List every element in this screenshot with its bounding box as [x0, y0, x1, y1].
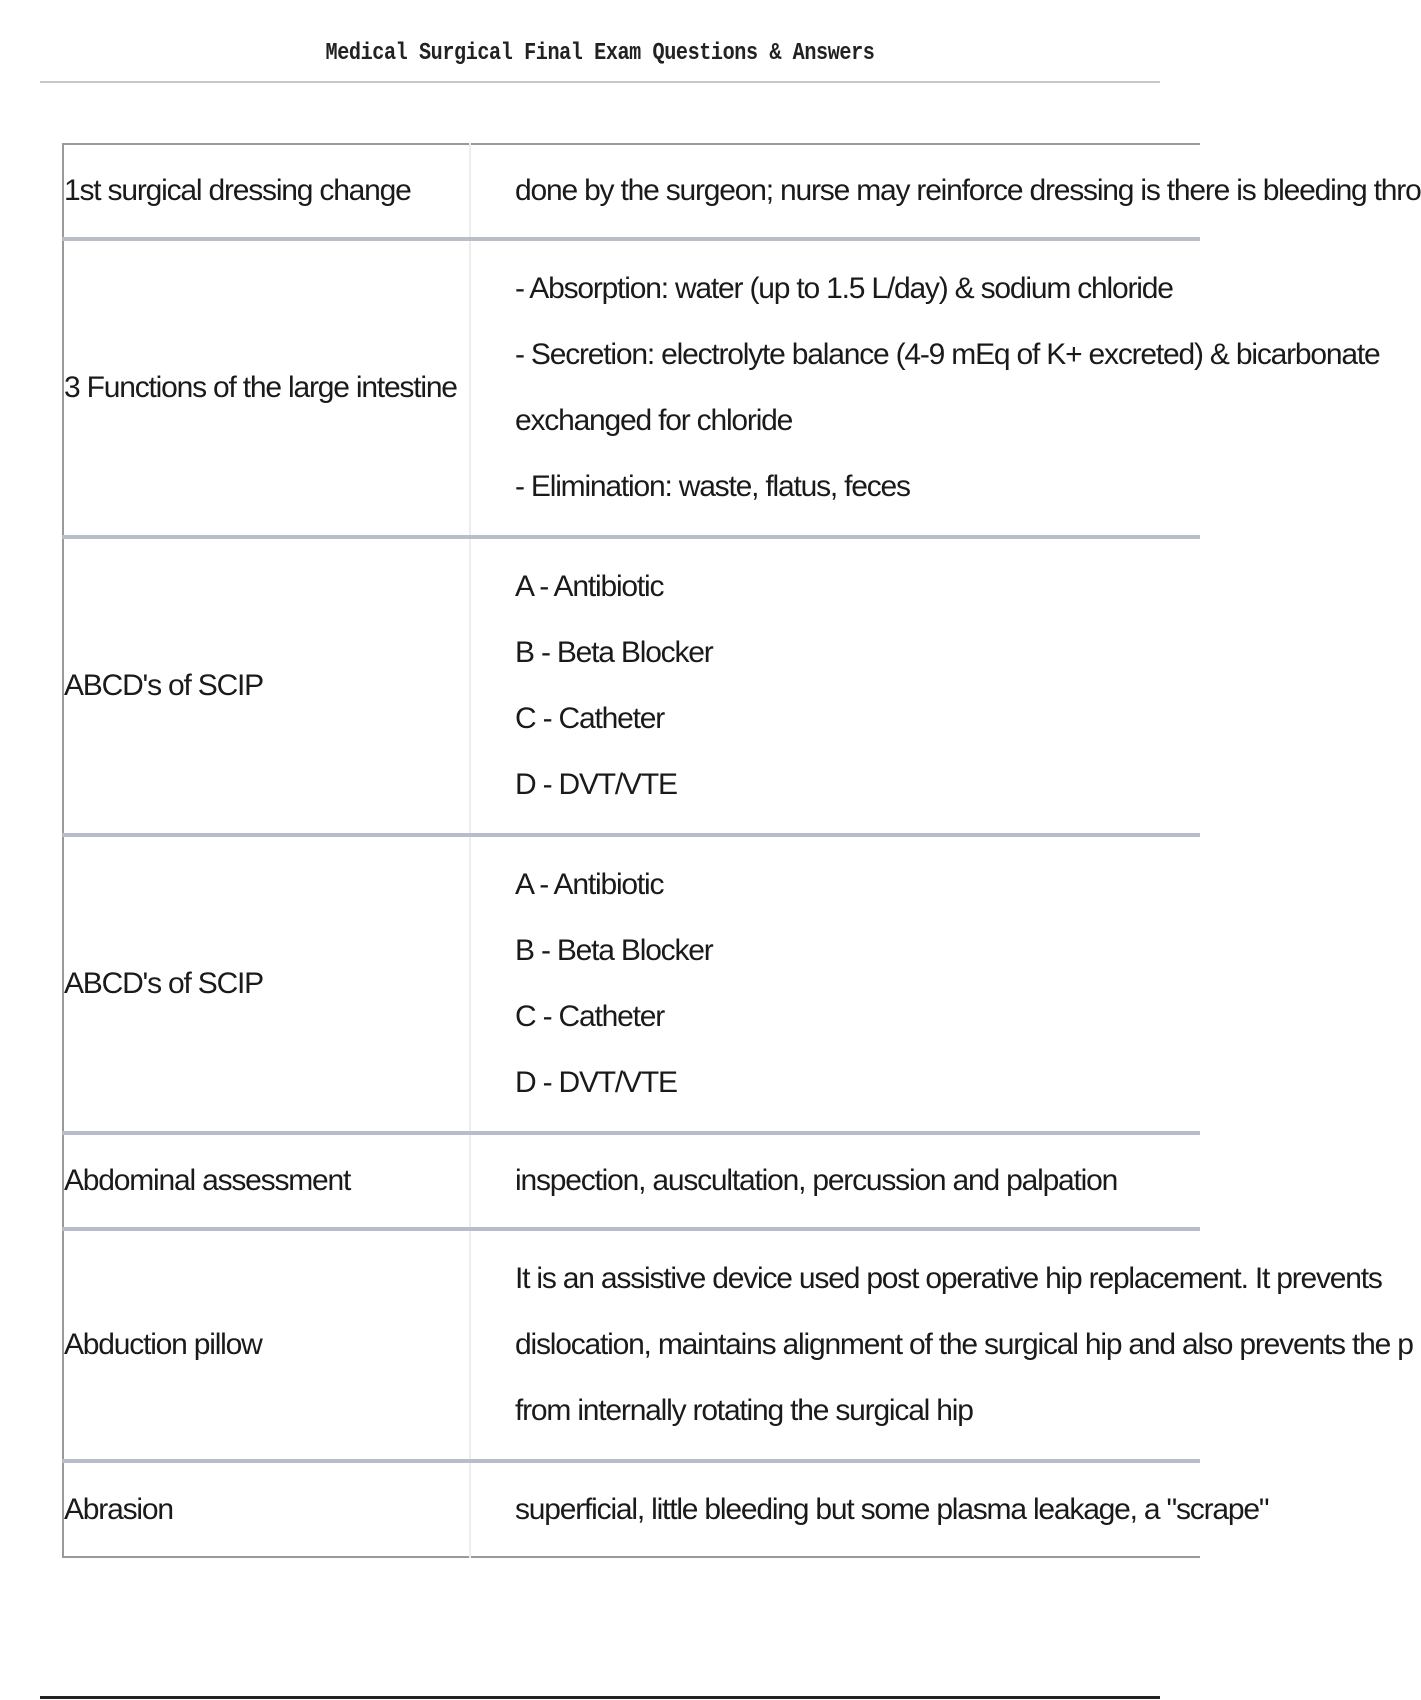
definition-cell: [470, 144, 1421, 239]
table-row: [63, 1229, 1200, 1461]
term-text: ABCD's of SCIP: [64, 669, 263, 702]
term-cell: [63, 1133, 470, 1229]
definition-cell: [470, 1461, 1269, 1557]
definition-line: dislocation, maintains alignment of the surgical hip and also prevents the p: [515, 1328, 1413, 1361]
definition-cell: [470, 1133, 1200, 1229]
page-title: Medical Surgical Final Exam Questions & Answers: [325, 40, 875, 67]
definition-line: inspection, auscultation, percussion and palpation: [515, 1164, 1118, 1197]
definition-line: B - Beta Blocker: [515, 934, 713, 967]
table-row: [63, 835, 1200, 1133]
term-cell: [63, 835, 470, 1133]
definition-cell: [470, 1229, 1413, 1461]
term-cell: [63, 1461, 470, 1557]
term-text: Abdominal assessment: [64, 1164, 351, 1197]
footer-divider: [40, 1696, 1160, 1699]
term-text: Abrasion: [64, 1492, 173, 1526]
table-row: [63, 144, 1200, 239]
term-text: ABCD's of SCIP: [64, 967, 263, 1000]
table-row: [63, 1133, 1200, 1229]
definition-line: D - DVT/VTE: [515, 768, 677, 801]
definition-line: B - Beta Blocker: [515, 636, 713, 669]
term-text: 1st surgical dressing change: [64, 174, 411, 207]
definition-line: A - Antibiotic: [515, 868, 664, 901]
header-divider: [40, 81, 1160, 83]
definition-cell: [470, 537, 1200, 835]
definition-line: - Secretion: electrolyte balance (4-9 mEq of K+ excreted) & bicarbonate: [515, 338, 1380, 371]
definition-line: superficial, little bleeding but some plasma leakage, a "scrape": [515, 1492, 1269, 1526]
definition-line: C - Catheter: [515, 702, 664, 735]
definition-line: - Absorption: water (up to 1.5 L/day) & sodium chloride: [515, 272, 1173, 305]
table-row: [63, 239, 1200, 537]
definition-line: It is an assistive device used post operative hip replacement. It prevents: [515, 1262, 1382, 1295]
definition-cell: [470, 835, 1200, 1133]
table-row: [63, 537, 1200, 835]
definition-line: C - Catheter: [515, 1000, 664, 1033]
term-text: Abduction pillow: [64, 1328, 262, 1361]
definition-cell: [470, 239, 1380, 537]
term-cell: [63, 537, 470, 835]
definition-line: A - Antibiotic: [515, 570, 664, 603]
definition-line: - Elimination: waste, flatus, feces: [515, 470, 910, 503]
table-row: [63, 1461, 1200, 1557]
flashcard-table: [62, 143, 1421, 1558]
definition-line: exchanged for chloride: [515, 404, 793, 437]
definition-line: D - DVT/VTE: [515, 1066, 677, 1099]
definition-line: done by the surgeon; nurse may reinforce dressing is there is bleeding thro: [515, 174, 1421, 207]
term-cell: [63, 144, 470, 239]
definition-line: from internally rotating the surgical hip: [515, 1394, 973, 1427]
term-text: 3 Functions of the large intestine: [64, 371, 457, 404]
term-cell: [63, 1229, 470, 1461]
term-cell: [63, 239, 470, 537]
